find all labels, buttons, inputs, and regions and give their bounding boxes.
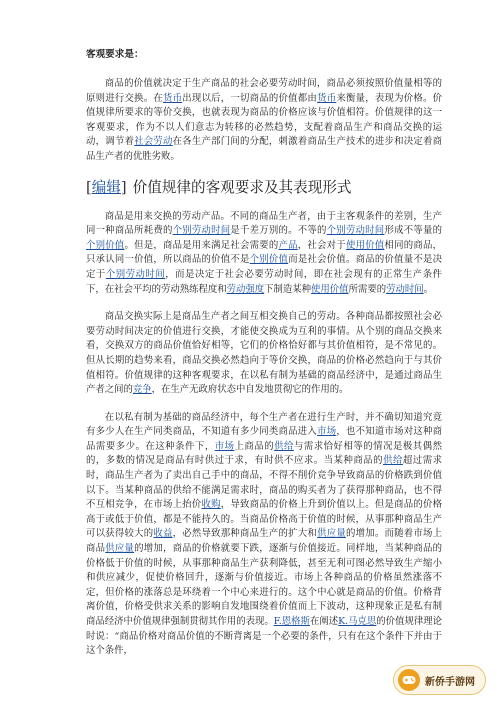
text-run: ，导致商品的价格上升到价值以上。但是商品的价格高于或低于价值，都是不能持久的。当商品价格高于价值的时候，从事那种商品生产可以获得较大的 [86,499,442,540]
requirement-section [86,46,442,165]
text-run: 的增加。而随着市场上商品 [86,528,442,555]
wiki-link[interactable]: 供应量 [105,543,135,555]
wiki-link[interactable]: 劳动强度 [226,283,265,295]
section-heading [86,178,442,198]
text-run: 在各生产部门间的分配，刺激着商品生产技术的进步和决定着商品生产者的优胜劣败。 [86,136,442,162]
site-watermark[interactable] [393,665,486,695]
text-run: 在阐述 [309,616,339,627]
heading-open-bracket: [ [86,178,92,196]
wiki-link[interactable]: 市场 [317,426,337,438]
text-run: 而是社会价值。商品的价值量不是决定于 [86,254,442,280]
text-run: 的价值规律理论时说：“商品价格对商品价值的不断背离是一个必要的条件，只有在这个条件下并由于这个条件， [86,616,442,657]
text-run: ，社会对于 [297,239,346,251]
text-run: 的增加，商品的价格就要下跌，逐渐与价值接近。同样地，当某种商品的价格低于价值的时候，从事那种商品生产获利降低，甚至无利可图必然导致生产缩小和供应减少，促使价格回升，逐渐与价值接近。市场上各种商品的价格虽然涨落不定，但价格的涨落总是环绕着一个中心来进行的。这个中心就是商品的价值。价格背离价值，价格受供求关系的影响自发地围绕着价值而上下波动，这种现象正是私有制商品经济中价值规律强制贯彻其作用的表现。 [86,543,442,627]
wiki-link[interactable]: 产品 [278,239,298,251]
game-controller-icon [398,669,420,691]
edit-link[interactable]: 编辑 [91,178,121,196]
wiki-link[interactable]: 个别劳动时间 [172,225,231,237]
text-run: 商品交换实际上是商品生产者之间互相交换自己的劳动。各种商品都按照社会必要劳动时间决定的价值进行交换，才能使交换成为互利的事情。从个别的商品交换来看，交换双方的商品价值恰好相等，它们的价格恰好都与其价值相符，是不常见的。但从长期的趋势来看，商品交换必然趋向于等价交换，商品的价格必然趋向于与其价值相符。价值规律的这种客观要求，在以私有制为基础的商品经济中，是通过商品生产者之间的 [86,311,442,396]
text-run: 商品的价值就决定于生产商品的社会必要劳动时间，商品必须按照价值量相等的原则进行交换。在 [86,78,442,104]
body-paragraph-2 [86,310,442,398]
wiki-link[interactable]: 供给 [274,440,294,452]
text-run: ，必然导致那种商品生产的扩大和 [172,528,318,540]
wiki-link[interactable]: 收购 [201,499,221,511]
wiki-link[interactable]: 供给 [383,455,403,467]
heading-close-bracket: ] [120,178,127,196]
section-label: 客观要求是： [86,49,144,60]
wiki-link[interactable]: 个别劳动时间 [105,268,166,280]
wiki-link[interactable]: K.马克思 [338,616,377,627]
text-run: ，在生产无政府状态中自发地贯彻它的作用的。 [151,384,349,396]
wiki-link[interactable]: 使用价值 [311,283,349,295]
wiki-link[interactable]: 收益 [153,528,173,540]
body-paragraph-3 [86,411,442,659]
text-run: 所需要的 [348,283,387,295]
text-run: 。但是，商品是用来满足社会需要的 [124,239,279,251]
text-run: 是千差万别的。不等的 [230,225,327,237]
text-run: 与需求恰好相等的情况是极其偶然的，多数的情况是商品有时供过于求，有时供不应求。当某种商品的 [86,440,442,467]
wiki-link[interactable]: 货币 [317,92,337,104]
text-run: 。 [423,283,433,295]
text-run: ，而是决定于社会必要劳动时间，即在社会现有的正常生产条件下，在社会平均的劳动熟练程度和 [86,268,442,295]
text-run: 超过需求时，商品生产者为了卖出自己手中的商品，不得不削价竞争导致商品的价格跌到价值以下。当某种商品的供给不能满足需求时，商品的购买者为了获得那种商品，也不得不互相竞争，在市场上抬价 [86,455,442,511]
wiki-link[interactable]: 个别价值 [249,254,289,266]
text-run: 在以私有制为基础的商品经济中，每个生产者在进行生产时，并不确切知道究竟有多少人在生产同类商品，不知道有多少同类商品进入 [86,411,442,438]
text-run: 相同的商品，只承认同一价值，所以商品的价值不是 [86,239,442,266]
heading-title: 价值规律的客观要求及其表现形式 [132,178,352,196]
wiki-link[interactable]: 使用价值 [345,239,385,251]
text-run: ，也不知道市场对这种商品需要多少。在这种条件下， [86,426,442,452]
wiki-link[interactable]: 市场 [214,440,235,452]
text-run: 下制造某种 [264,283,312,295]
wiki-link[interactable]: 个别价值 [86,239,125,251]
text-run: 出现以后，一切商品的价值都由 [182,92,318,104]
wiki-link[interactable]: 货币 [163,92,183,104]
text-run: 上商品的 [234,440,275,452]
body-paragraph-1 [86,210,442,298]
wiki-link[interactable]: 个别劳动时间 [326,225,385,237]
wiki-link[interactable]: 劳动时间 [386,283,424,295]
wiki-link[interactable]: F.恩格斯 [273,616,310,627]
intro-paragraph [86,77,442,165]
wiki-link[interactable]: 竞争 [132,384,152,396]
wiki-link[interactable]: 社会劳动 [134,136,173,148]
watermark-text: 新侨手游网 [425,676,475,688]
text-run: 商品是用来交换的劳动产品。不同的商品生产者，由于主客观条件的差别，生产同一种商品所耗费的 [86,210,442,237]
text-run: 来衡量，表现为价格。价值规律所要求的等价交换，也就表现为商品的价格应该与价值相符。价值规律的这一客观要求，作为不以人们意志为转移的必然趋势，支配着商品生产和商品交换的运动，调节着 [86,92,442,148]
text-run: 形成不等量的 [384,225,442,237]
wiki-link[interactable]: 供应量 [317,528,346,540]
